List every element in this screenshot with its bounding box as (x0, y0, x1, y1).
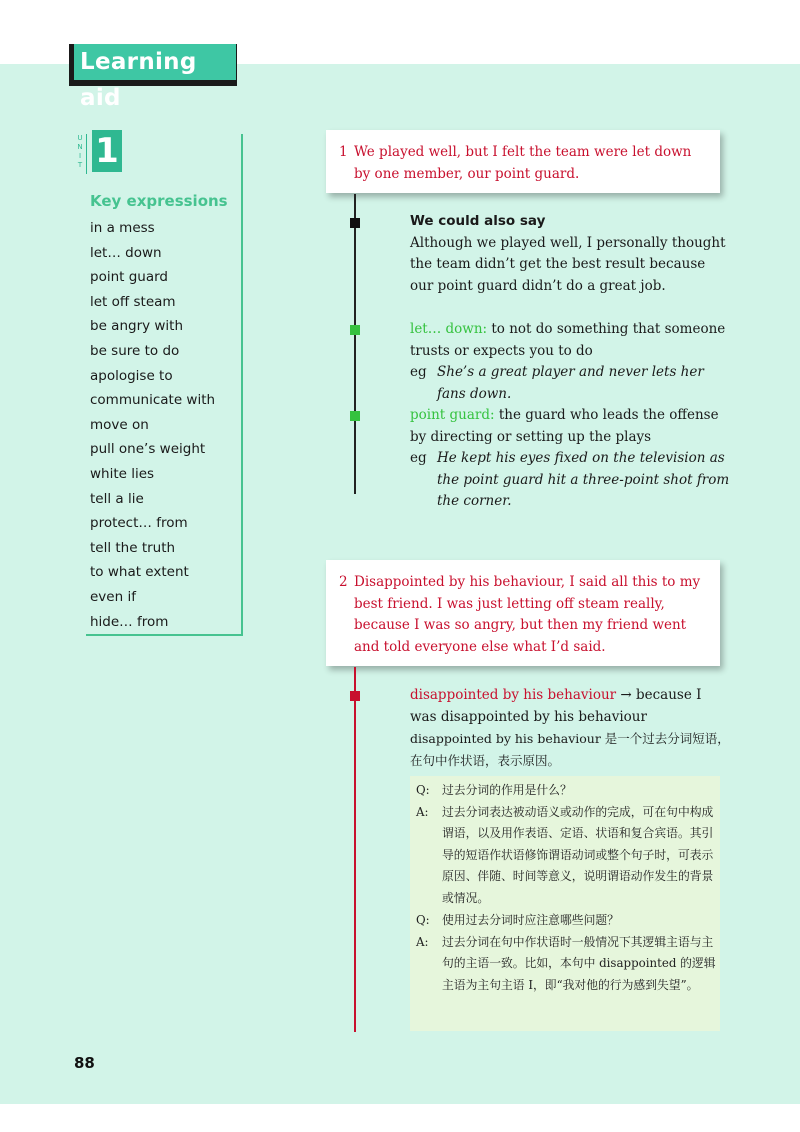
grammar-note (410, 685, 730, 771)
key-expressions-title: Key expressions (90, 192, 228, 210)
qa-label: Q: (416, 913, 430, 927)
list-item: tell the truth (90, 539, 176, 556)
sentence-card-2 (326, 560, 720, 666)
timeline-line-2 (354, 667, 356, 1032)
qa-text: 过去分词表达被动语义或动作的完成，可在句中构成谓语，以及用作表语、定语、状语和复合宾语。其引导的短语作状语修饰谓语动词或整个句子时，可表示原因、伴随、时间等意义，说明谓语动作发生的背景或情况。 (442, 805, 714, 905)
sentence-number: 2 (339, 574, 348, 590)
list-item: apologise to (90, 367, 173, 384)
eg-label: eg (410, 364, 427, 380)
key-expressions-list (90, 216, 215, 634)
vocab-term: let… down: (410, 321, 488, 337)
square-marker-green (350, 411, 360, 421)
list-item: let off steam (90, 293, 176, 310)
list-item: hide… from (90, 613, 169, 630)
qa-text: 过去分词在句中作状语时一般情况下其逻辑主语与主句的主语一致。比如，本句中 disappointed 的逻辑主语为主句主语 I，即“我对他的行为感到失望”。 (442, 935, 716, 992)
qa-text: 使用过去分词时应注意哪些问题？ (442, 913, 619, 927)
qa-label: A: (416, 935, 429, 949)
list-item: point guard (90, 269, 169, 286)
sentence-text: We played well, but I felt the team were let down by one member, our point guard. (354, 144, 692, 182)
list-item: in a mess (90, 220, 155, 236)
sentence-text: Disappointed by his behaviour, I said all this to my best friend. I was just letting off steam really, because I was so angry, but then my friend went and told everyone else what I’d said. (354, 574, 701, 655)
page-number: 88 (74, 1054, 95, 1072)
square-marker-green (350, 325, 360, 335)
grammar-paraphrase: → because I was disappointed by his behaviour (410, 687, 702, 725)
timeline-line-1 (354, 194, 356, 494)
also-say-note (410, 211, 730, 297)
vocab-note (410, 405, 730, 513)
unit-rule (86, 134, 87, 174)
also-say-text: Although we played well, I personally thought the team didn’t get the best result because our point guard didn’t do a great job. (410, 234, 726, 294)
sentence-number: 1 (339, 144, 348, 160)
unit-number: 1 (92, 130, 122, 172)
grammar-explanation: disappointed by his behaviour 是一个过去分词短语，在句中作状语，表示原因。 (410, 731, 730, 768)
square-marker-black (350, 218, 360, 228)
vocab-note (410, 319, 730, 405)
vocab-term: point guard: (410, 407, 495, 423)
square-marker-red (350, 691, 360, 701)
key-box-border-bottom (86, 634, 243, 636)
qa-item (416, 780, 720, 801)
eg-text: He kept his eyes fixed on the television as the point guard hit a three-point shot from the corner. (437, 450, 730, 509)
grammar-term: disappointed by his behaviour (410, 687, 617, 703)
qa-item (416, 802, 720, 909)
list-item: tell a lie (90, 490, 144, 507)
vocab-definition: the guard who leads the offense by directing or setting up the plays (410, 407, 719, 445)
also-say-heading: We could also say (410, 213, 546, 229)
qa-label: Q: (416, 783, 430, 797)
list-item: be sure to do (90, 342, 180, 359)
list-item: protect… from (90, 515, 188, 532)
qa-item (416, 910, 720, 931)
page-title: Learning aid (74, 44, 236, 80)
qa-label: A: (416, 805, 429, 819)
vocab-definition: to not do something that someone trusts or expects you to do (410, 321, 726, 359)
list-item: be angry with (90, 318, 184, 335)
list-item: let… down (90, 244, 162, 261)
sentence-card-1 (326, 130, 720, 193)
list-item: white lies (90, 465, 155, 482)
eg-text: She’s a great player and never lets her fans down. (437, 364, 704, 402)
key-box-border-right (241, 134, 243, 635)
qa-item (416, 932, 720, 996)
list-item: to what extent (90, 564, 189, 581)
list-item: move on (90, 416, 149, 433)
list-item: even if (90, 588, 136, 605)
eg-label: eg (410, 450, 427, 466)
unit-label: U N I T (77, 134, 83, 169)
list-item: communicate with (90, 392, 216, 409)
list-item: pull one’s weight (90, 441, 206, 458)
qa-text: 过去分词的作用是什么？ (442, 783, 572, 797)
